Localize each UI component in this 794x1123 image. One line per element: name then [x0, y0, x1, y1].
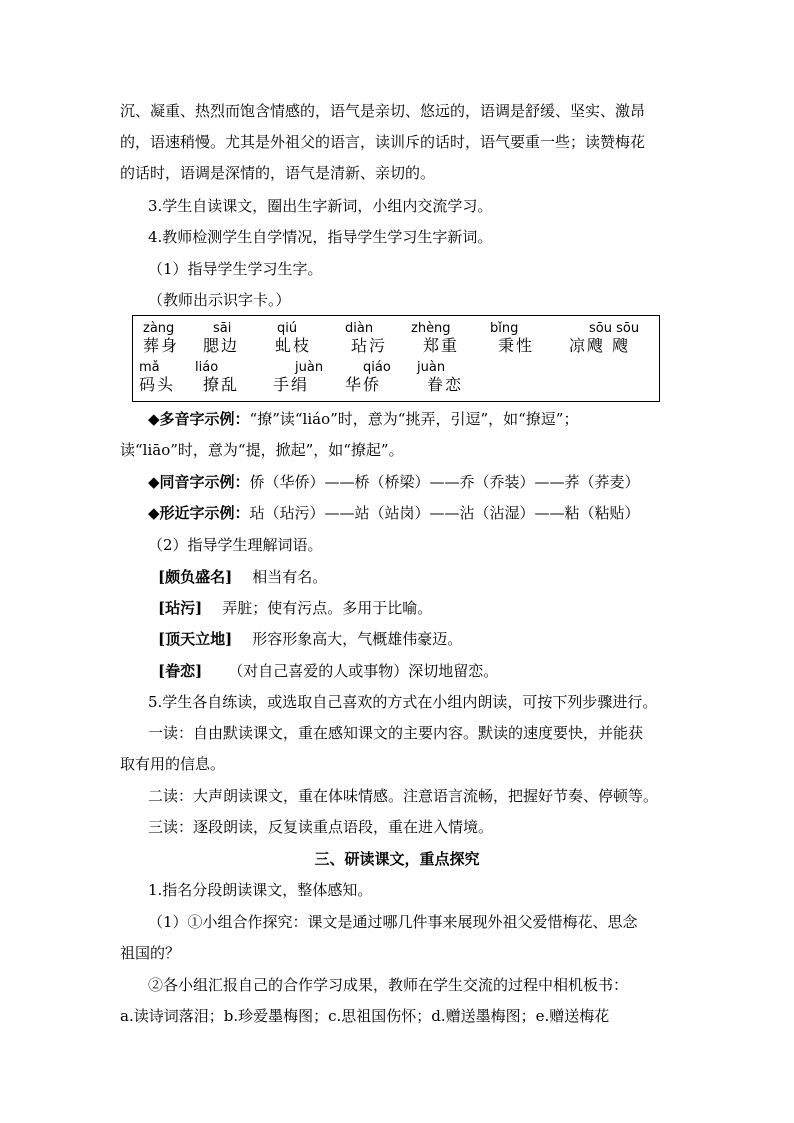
similar-char-example	[148, 502, 640, 524]
paragraph-line: 读“liāo”时，意为“提，掀起”，如“撩起”。	[120, 441, 404, 459]
card-item	[275, 321, 311, 356]
card-item	[195, 360, 239, 395]
pinyin: qiú	[277, 321, 298, 336]
chinese-word: 腮边	[203, 336, 240, 355]
chinese-word: 手绢	[273, 375, 310, 394]
paragraph-line: 祖国的？	[120, 944, 181, 962]
paragraph-line: （教师出示识字卡。）	[148, 291, 291, 309]
chinese-word: 码头	[139, 375, 176, 394]
paragraph-line: （2）指导学生理解词语。	[148, 536, 323, 554]
pinyin: bǐng	[490, 321, 519, 336]
polyphone-text: “撩”读“liáo”时，意为“挑弄，引逗”，如“撩逗”；	[249, 410, 579, 428]
chinese-word: 华侨	[345, 375, 382, 394]
similar-char-text: 玷（玷污）——站（站岗）——沾（沾湿）——粘（粘贴）	[249, 504, 640, 522]
term: [颇负盛名]	[158, 568, 233, 586]
homophone-label: ◆同音字示例：	[148, 473, 250, 491]
paragraph-line: 沉、凝重、热烈而饱含情感的，语气是亲切、悠远的，语调是舒缓、坚实、激昂	[120, 102, 646, 120]
polyphone-label: ◆多音字示例：	[148, 410, 250, 428]
pinyin: mǎ	[139, 360, 160, 375]
term-definition: 弄脏；使有污点。多用于比喻。	[222, 599, 433, 617]
pinyin: qiáo	[363, 360, 391, 375]
paragraph-line: 的话时，语调是深情的，语气是清新、亲切的。	[120, 164, 436, 182]
term-definition: 相当有名。	[252, 568, 328, 586]
term-entry	[158, 628, 462, 650]
paragraph-line: 的，语速稍慢。尤其是外祖父的语言，读训斥的话时，语气要重一些；读赞梅花	[120, 133, 646, 151]
chinese-word: 撩乱	[203, 375, 240, 394]
similar-char-label: ◆形近字示例：	[148, 504, 250, 522]
term-definition: 形容形象高大，气概雄伟豪迈。	[252, 630, 463, 648]
paragraph-line: ②各小组汇报自己的合作学习成果，教师在学生交流的过程中相机板书：	[148, 976, 629, 994]
chinese-word: 郑重	[423, 336, 460, 355]
paragraph-line: a.读诗词落泪；b.珍爱墨梅图；c.思祖国伤怀；d.赠送墨梅图；e.赠送梅花	[120, 1007, 610, 1025]
chinese-word: 虬枝	[275, 336, 312, 355]
chinese-word: 凉飕 飕	[569, 336, 631, 355]
card-item	[569, 321, 639, 356]
card-item	[490, 321, 534, 356]
paragraph-line: 三读：逐段朗读，反复读重点语段，重在进入情境。	[148, 818, 494, 836]
pinyin: zàng	[143, 321, 175, 336]
term-definition: （对自己喜爱的人或事物）深切地留恋。	[228, 662, 499, 680]
card-item	[139, 360, 175, 395]
term: [顶天立地]	[158, 630, 233, 648]
homophone-text: 侨（华侨）——桥（桥梁）——乔（乔装）——荞（荞麦）	[249, 473, 640, 491]
paragraph-line: 3.学生自读课文，圈出生字新词，小组内交流学习。	[148, 197, 493, 215]
homophone-example	[148, 471, 640, 493]
pinyin: zhèng	[411, 321, 451, 336]
chinese-word: 葬身	[143, 336, 180, 355]
pinyin: liáo	[195, 360, 219, 375]
pinyin: sōu sōu	[589, 321, 640, 336]
pinyin: juàn	[417, 360, 446, 375]
polyphone-example	[148, 408, 578, 430]
card-item	[203, 321, 239, 356]
chinese-word: 眷恋	[427, 375, 464, 394]
pinyin: diàn	[345, 321, 374, 336]
pinyin: juàn	[295, 360, 324, 375]
section-title: 三、研读课文，重点探究	[314, 850, 480, 868]
paragraph-line: 取有用的信息。	[120, 755, 226, 773]
paragraph-line: （1）指导学生学习生字。	[148, 260, 323, 278]
card-item	[345, 321, 387, 356]
term: [玷污]	[158, 599, 203, 617]
chinese-word: 秉性	[498, 336, 535, 355]
paragraph-line: 4.教师检测学生自学情况，指导学生学习生字新词。	[148, 228, 493, 246]
term: [眷恋]	[158, 662, 203, 680]
paragraph-line: 1.指名分段朗读课文，整体感知。	[148, 881, 373, 899]
pinyin: sāi	[213, 321, 232, 336]
term-entry	[158, 566, 327, 588]
card-item	[345, 360, 391, 395]
term-entry	[158, 660, 498, 682]
chinese-word: 玷污	[351, 336, 388, 355]
paragraph-line: 二读：大声朗读课文，重在体味情感。注意语言流畅，把握好节奏、停顿等。	[148, 787, 659, 805]
card-item	[273, 360, 323, 395]
card-item	[411, 321, 459, 356]
card-item	[417, 360, 463, 395]
paragraph-line: 一读：自由默读课文，重在感知课文的主要内容。默读的速度要快，并能获	[148, 724, 644, 742]
term-entry	[158, 597, 432, 619]
card-item	[143, 321, 179, 356]
paragraph-line: 5.学生各自练读，或选取自己喜欢的方式在小组内朗读，可按下列步骤进行。	[148, 693, 658, 711]
paragraph-line: （1）①小组合作探究：课文是通过哪几件事来展现外祖父爱惜梅花、思念	[148, 913, 638, 931]
character-card	[132, 315, 660, 402]
